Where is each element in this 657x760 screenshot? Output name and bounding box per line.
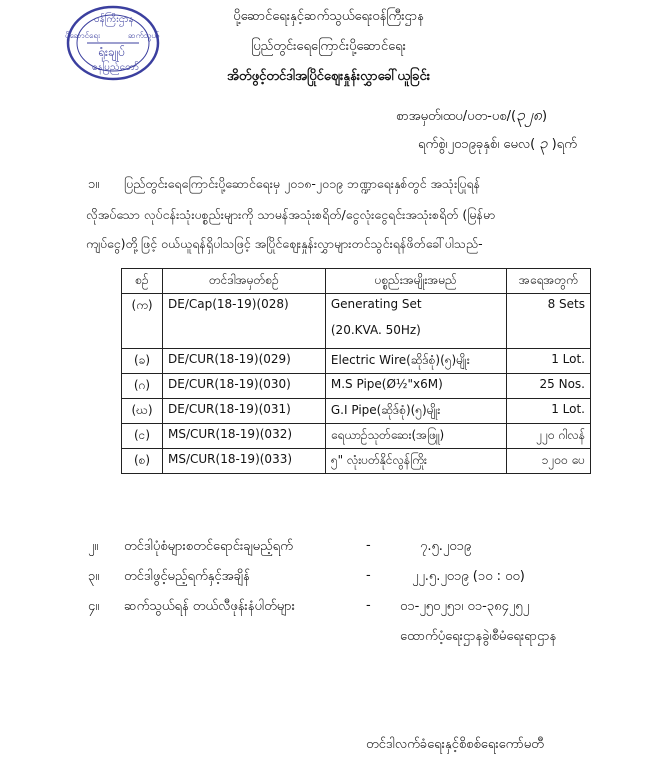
item-dash: -: [366, 568, 371, 583]
seal-text-bottom: နေပြည်တော်: [92, 62, 139, 73]
reference-number: [396, 104, 547, 128]
ref-number: ၃၂၈: [516, 105, 543, 124]
row-item: ၅" လုံးပတ်နိုင်လွန်ကြိုး: [325, 449, 506, 474]
row-no: (ခ): [122, 349, 163, 374]
item-label-opening: တင်ဒါဖွင့်မည့်ရက်နှင့်အချိန်: [124, 569, 250, 584]
row-no: (င): [122, 424, 163, 449]
reference-date: [418, 134, 577, 156]
item-dash: -: [366, 538, 371, 553]
row-no: (က): [122, 294, 163, 349]
para-number: ၁။: [88, 177, 100, 192]
table-header-row: [122, 269, 591, 294]
para-line-2: လိုအပ်သော လုပ်ငန်းသုံးပစ္စည်းများကို သာမန်အသုံးစရိတ်/ငွေလုံးငွေရင်းအသုံးစရိတ် (မြန်မာ: [86, 207, 496, 222]
row-tender: DE/CUR(18-19)(031): [163, 399, 326, 424]
row-qty: 1 Lot.: [506, 349, 590, 374]
ref-prefix: စာအမှတ်၊ထပ/ပတ-ပစ/(: [396, 109, 517, 124]
seal-text-right: ဆက်သွယ်: [128, 31, 160, 40]
ref-suffix: ): [542, 109, 548, 124]
row-no: (စ): [122, 449, 163, 474]
document-title: အိတ်ဖွင့်တင်ဒါအပြိုင်ဈေးနှုန်းလွှာခေါ်ယူခြင်း: [226, 69, 430, 84]
tender-table: [121, 268, 591, 474]
table-row: [122, 294, 591, 349]
col-header-no: စဉ်: [122, 269, 163, 294]
item-label-sale-date: တင်ဒါပုံစံများစတင်ရောင်းချမည့်ရက်: [124, 539, 293, 554]
table-row: [122, 349, 591, 374]
item-number: ၄။: [88, 599, 100, 614]
item-number: ၂။: [88, 539, 99, 554]
row-qty: ၂၂၀ ဂါလန်: [506, 424, 590, 449]
col-header-qty: အရေအတွက်: [506, 269, 590, 294]
department-name: ပြည်တွင်းရေကြောင်းပို့ဆောင်ရေး: [251, 39, 406, 54]
committee-signature: တင်ဒါလက်ခံရေးနှင့်စိစစ်ရေးကော်မတီ: [366, 737, 544, 752]
date-prefix: ရက်စွဲ၊၂၀၁၉ခုနှစ်၊ မေလ(: [418, 137, 536, 152]
row-no: (ဂ): [122, 374, 163, 399]
item-value-opening: ၂၂.၅.၂၀၁၉ (၁၀ : ၀၀): [412, 569, 525, 584]
para-line-1: ပြည်တွင်းရေကြောင်းပို့ဆောင်ရေးမှ ၂၀၁၈-၂၀၁၉ ဘဏ္ဍာရေးနှစ်တွင် အသုံးပြုရန်: [124, 176, 481, 191]
row-item: [325, 294, 506, 349]
row-qty: 1 Lot.: [506, 399, 590, 424]
row-tender: DE/CUR(18-19)(030): [163, 374, 326, 399]
row-qty: ၁၂၀၀ ပေ: [506, 449, 590, 474]
row-tender: DE/Cap(18-19)(028): [163, 294, 326, 349]
row-item: ရေယာဉ်သုတ်ဆေး(အဖြူ): [325, 424, 506, 449]
table-row: [122, 424, 591, 449]
row-item: Electric Wire(ဆိုဒ်စုံ)(၅)မျိုး: [325, 349, 506, 374]
row-tender: MS/CUR(18-19)(033): [163, 449, 326, 474]
ministry-name: ပို့ဆောင်ရေးနှင့်ဆက်သွယ်ရေးဝန်ကြီးဌာန: [233, 9, 424, 24]
item-value-contact: ၀၁-၂၅၀၂၅၁၊ ၀၁-၃၈၄၂၅၂: [400, 599, 529, 614]
col-header-tender: တင်ဒါအမှတ်စဉ်: [163, 269, 326, 294]
para-line-3: ကျပ်ငွေ)တို့ဖြင့် ဝယ်ယူရန်ရှိပါသဖြင့် အပြိုင်ဈေးနှုန်းလွှာများတင်သွင်းရန်ဖိတ်ခေါ်ပါသည်-: [86, 236, 483, 251]
table-row: [122, 399, 591, 424]
item-number: ၃။: [88, 569, 100, 584]
table-row: [122, 374, 591, 399]
row-item: G.I Pipe(ဆိုဒ်စုံ)(၅)မျိုး: [325, 399, 506, 424]
seal-text-top: ဝန်ကြီးဌာန: [94, 14, 134, 25]
seal-text-left: ပို့ဆောင်ရေး: [65, 31, 101, 40]
date-suffix: )ရက်: [551, 137, 577, 152]
row-no: (ဃ): [122, 399, 163, 424]
office-name: ထောက်ပံ့ရေးဌာနခွဲ၊စီမံရေးရာဌာန: [400, 629, 557, 644]
date-day: ၃: [539, 134, 548, 152]
row-item-line1: Generating Set: [330, 297, 422, 311]
seal-text-middle: ရုံးချုပ်: [98, 45, 126, 59]
row-qty: 25 Nos.: [506, 374, 590, 399]
table-row: [122, 449, 591, 474]
item-dash: -: [366, 598, 371, 613]
row-item-line2: (20.KVA. 50Hz): [330, 323, 421, 337]
row-tender: MS/CUR(18-19)(032): [163, 424, 326, 449]
item-label-contact: ဆက်သွယ်ရန် တယ်လီဖုန်းနံပါတ်များ: [124, 599, 295, 614]
row-item: M.S Pipe(Ø½"x6M): [325, 374, 506, 399]
row-tender: DE/CUR(18-19)(029): [163, 349, 326, 374]
item-value-sale-date: ၇.၅.၂၀၁၉: [420, 539, 472, 554]
col-header-item: ပစ္စည်းအမျိုးအမည်: [325, 269, 506, 294]
row-qty: 8 Sets: [506, 294, 590, 349]
